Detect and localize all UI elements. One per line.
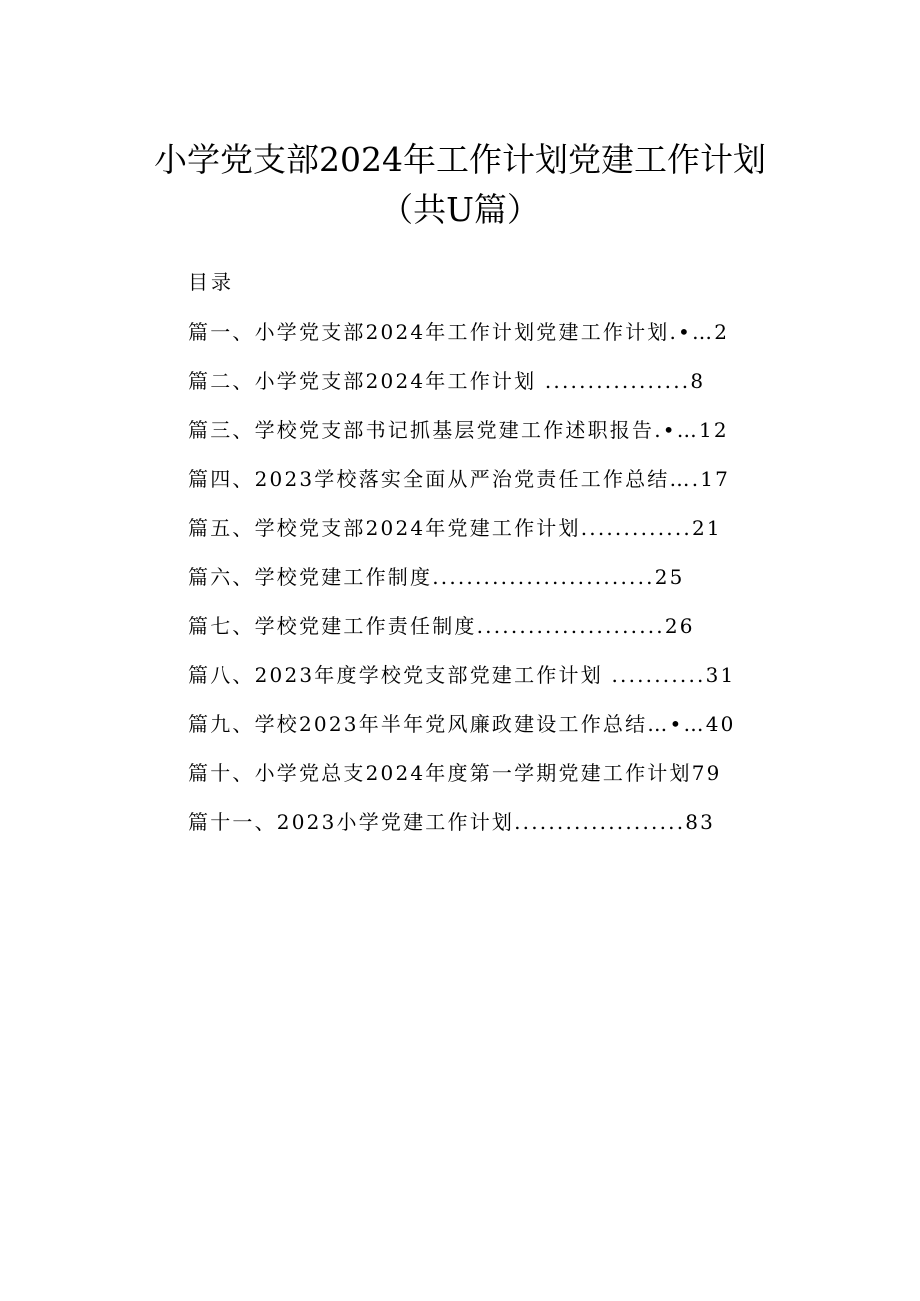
toc-item: 篇一、小学党支部2024年工作计划党建工作计划.•…2 [188,320,730,344]
toc-item: 篇七、学校党建工作责任制度......................26 [188,614,695,638]
toc-item: 篇十一、2023小学党建工作计划....................83 [188,810,716,834]
toc-item: 篇六、学校党建工作制度..........................25 [188,565,685,589]
table-of-contents [188,318,736,857]
document-subtitle: （共U篇） [380,190,540,229]
toc-item: 篇三、学校党支部书记抓基层党建工作述职报告.•…12 [188,418,729,442]
toc-item: 篇九、学校2023年半年党风廉政建设工作总结…•…40 [188,712,736,736]
toc-item: 篇四、2023学校落实全面从严治党责任工作总结….17 [188,467,731,491]
document-title: 小学党支部2024年工作计划党建工作计划 [154,140,766,179]
toc-item: 篇八、2023年度学校党支部党建工作计划 ...........31 [188,663,736,687]
toc-item: 篇二、小学党支部2024年工作计划 .................8 [188,369,706,393]
toc-item: 篇十、小学党总支2024年度第一学期党建工作计划79 [188,761,722,785]
toc-heading: 目录 [188,270,234,294]
toc-item: 篇五、学校党支部2024年党建工作计划.............21 [188,516,722,540]
